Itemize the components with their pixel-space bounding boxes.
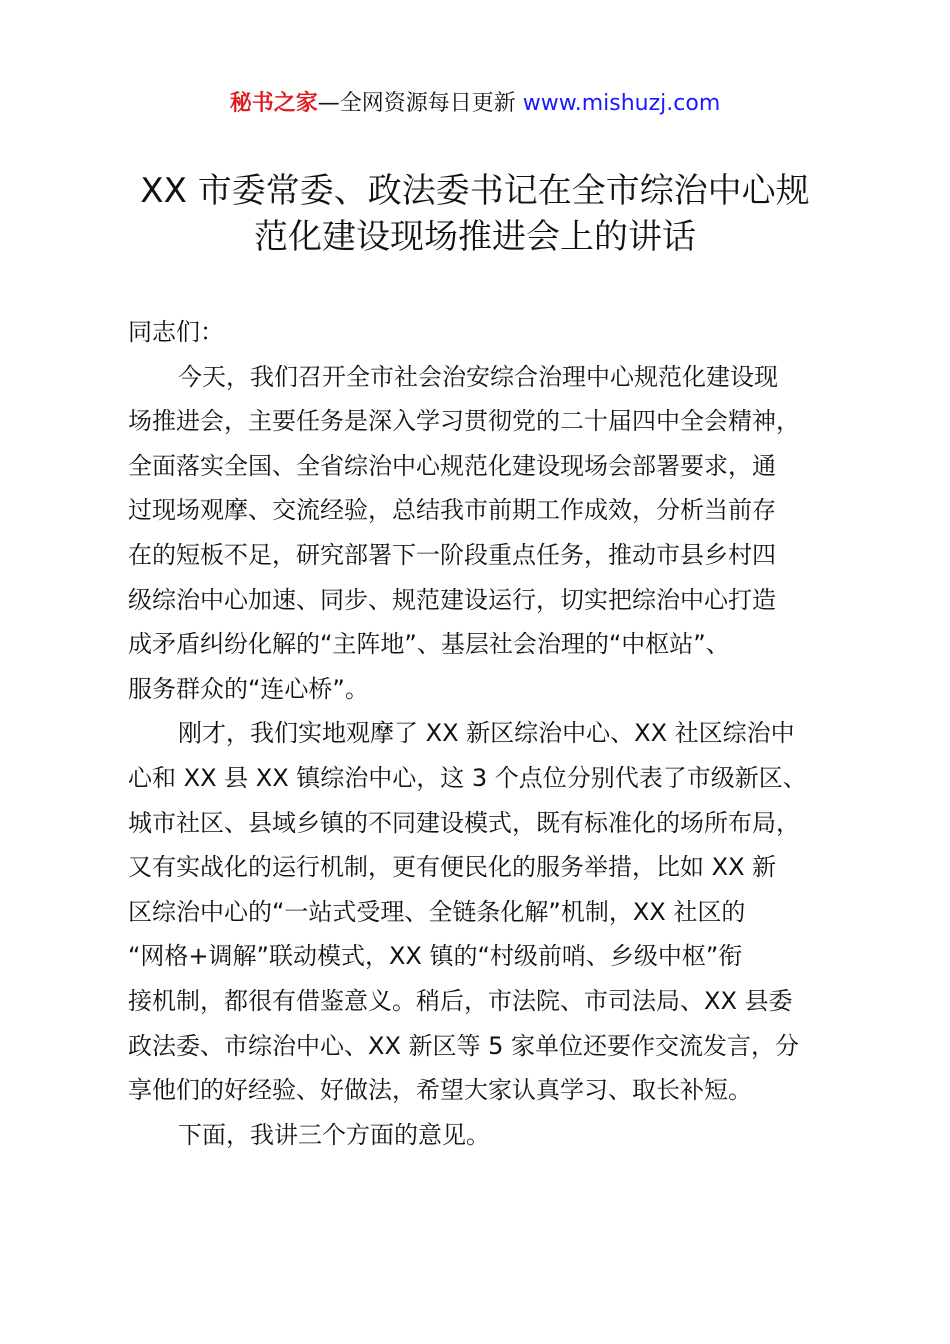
body-line: 刚才，我们实地观摩了 XX 新区综治中心、XX 社区综治中 [178, 719, 795, 748]
body-line: 级综治中心加速、同步、规范建设运行，切实把综治中心打造 [128, 585, 776, 614]
body-line: 全面落实全国、全省综治中心规范化建设现场会部署要求，通 [128, 451, 776, 480]
body-line: 成矛盾纠纷化解的“主阵地”、基层社会治理的“中枢站”、 [128, 630, 730, 659]
body-line: 接机制，都很有借鉴意义。稍后，市法院、市司法局、XX 县委 [128, 986, 793, 1015]
document-body [128, 310, 848, 1157]
title-line-1: XX 市委常委、政法委书记在全市综治中心规 [140, 171, 810, 211]
site-header [0, 88, 950, 120]
body-line: 政法委、市综治中心、XX 新区等 5 家单位还要作交流发言，分 [128, 1031, 800, 1060]
body-line: 又有实战化的运行机制，更有便民化的服务举措，比如 XX 新 [128, 853, 777, 882]
document-title [100, 168, 850, 260]
site-url-link[interactable]: www.mishuzj.com [522, 91, 721, 116]
body-line: 城市社区、县域乡镇的不同建设模式，既有标准化的场所布局， [128, 808, 800, 837]
body-line: 今天，我们召开全市社会治安综合治理中心规范化建设现 [178, 362, 778, 391]
body-line: “网格+调解”联动模式，XX 镇的“村级前哨、乡级中枢”衔 [128, 942, 743, 971]
body-line: 下面，我讲三个方面的意见。 [178, 1120, 490, 1149]
salutation: 同志们： [128, 318, 224, 346]
site-brand: 秘书之家 [229, 91, 318, 116]
body-line: 过现场观摩、交流经验，总结我市前期工作成效，分析当前存 [128, 496, 776, 525]
body-line: 享他们的好经验、好做法，希望大家认真学习、取长补短。 [128, 1076, 752, 1105]
body-line: 服务群众的“连心桥”。 [128, 674, 369, 703]
title-line-2: 范化建设现场推进会上的讲话 [254, 217, 696, 257]
site-tagline: —全网资源每日更新 [317, 91, 516, 116]
body-line: 区综治中心的“一站式受理、全链条化解”机制，XX 社区的 [128, 897, 746, 926]
body-line: 场推进会，主要任务是深入学习贯彻党的二十届四中全会精神， [128, 407, 800, 436]
body-line: 在的短板不足，研究部署下一阶段重点任务，推动市县乡村四 [128, 540, 776, 569]
body-line: 心和 XX 县 XX 镇综治中心，这 3 个点位分别代表了市级新区、 [128, 763, 807, 792]
